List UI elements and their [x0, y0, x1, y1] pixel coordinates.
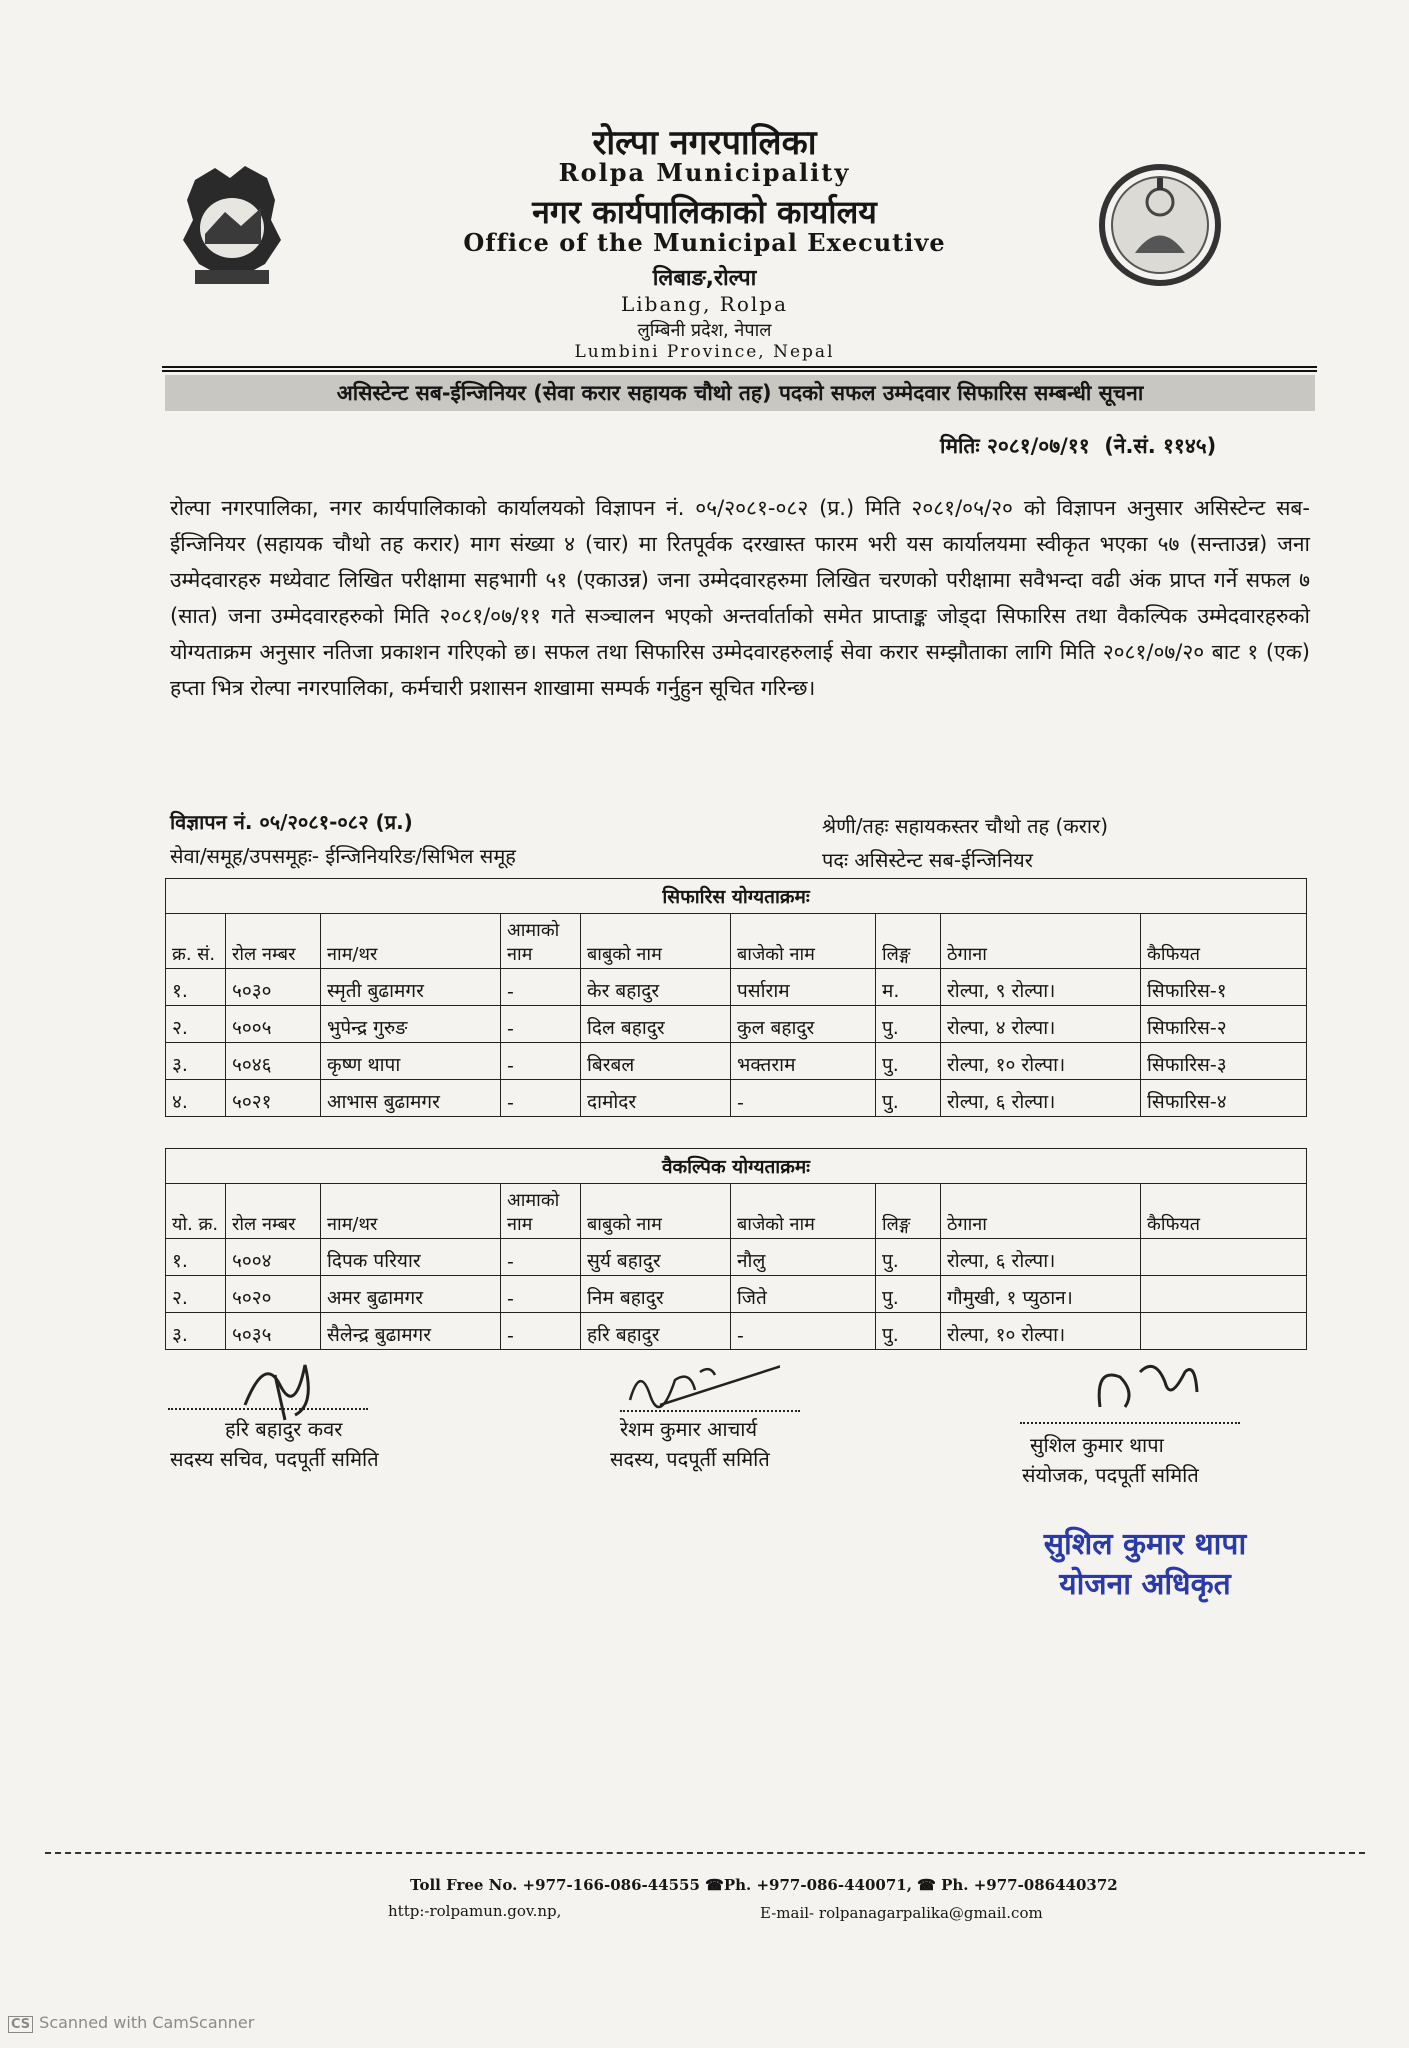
col-header-roll: रोल नम्बर [226, 1184, 321, 1239]
province-en: Lumbini Province, Nepal [574, 342, 835, 362]
col-header-name: नाम/थर [321, 1184, 501, 1239]
table-row [166, 1313, 1307, 1350]
cell-address: रोल्पा, ६ रोल्पा। [941, 1239, 1141, 1276]
signatory-role: संयोजक, पदपूर्ती समिति [1022, 1463, 1199, 1487]
table-row [166, 1239, 1307, 1276]
cell-grandfather: जिते [731, 1276, 876, 1313]
cell-address: रोल्पा, १० रोल्पा। [941, 1043, 1141, 1080]
alternate-table [165, 1148, 1307, 1350]
cell-roll: ५०२० [226, 1276, 321, 1313]
cell-remarks: सिफारिस-३ [1141, 1043, 1307, 1080]
col-header-father: बाबुको नाम [581, 1184, 731, 1239]
col-header-remarks: कैफियत [1141, 914, 1307, 969]
signature-line [620, 1410, 800, 1412]
cell-name: भुपेन्द्र गुरुङ [321, 1006, 501, 1043]
cell-serial: १. [166, 1239, 226, 1276]
table-header-row [166, 1184, 1307, 1239]
cell-serial: १. [166, 969, 226, 1006]
recommended-table [165, 878, 1307, 1117]
cell-address: रोल्पा, ९ रोल्पा। [941, 969, 1141, 1006]
cell-roll: ५००५ [226, 1006, 321, 1043]
cell-name: कृष्ण थापा [321, 1043, 501, 1080]
table-row [166, 1006, 1307, 1043]
col-header-remarks: कैफियत [1141, 1184, 1307, 1239]
cell-father: हरि बहादुर [581, 1313, 731, 1350]
cell-mother: - [501, 1006, 581, 1043]
signatory-name: रेशम कुमार आचार्य [620, 1417, 758, 1441]
office-name-np: नगर कार्यपालिकाको कार्यालय [532, 193, 877, 231]
cell-roll: ५०२१ [226, 1080, 321, 1117]
cell-serial: ३. [166, 1313, 226, 1350]
signatory-name: सुशिल कुमार थापा [1030, 1433, 1164, 1457]
col-header-mother: आमाको नाम [501, 914, 581, 969]
cell-grandfather: नौलु [731, 1239, 876, 1276]
recommended-table-title: सिफारिस योग्यताक्रमः [166, 879, 1307, 914]
cell-serial: २. [166, 1006, 226, 1043]
cell-remarks [1141, 1239, 1307, 1276]
signatory-2 [610, 1414, 770, 1474]
footer-phones: Toll Free No. +977-166-086-44555 ☎Ph. +977-086-440071, ☎ Ph. +977-086440372 [410, 1876, 1118, 1894]
cell-serial: ३. [166, 1043, 226, 1080]
table-row [166, 969, 1307, 1006]
official-stamp [1010, 1525, 1280, 1605]
notice-date: मितिः २०८१/०७/११ (ने.सं. ११४५) [940, 434, 1217, 458]
signature-line [168, 1408, 368, 1410]
cell-remarks [1141, 1276, 1307, 1313]
col-header-address: ठेगाना [941, 1184, 1141, 1239]
cell-gender: पु. [876, 1006, 941, 1043]
cell-roll: ५०४६ [226, 1043, 321, 1080]
col-header-grandfather: बाजेको नाम [731, 1184, 876, 1239]
cell-gender: पु. [876, 1276, 941, 1313]
cell-roll: ५००४ [226, 1239, 321, 1276]
col-header-roll: रोल नम्बर [226, 914, 321, 969]
camscanner-logo-icon: CS [8, 2016, 33, 2033]
office-name-en: Office of the Municipal Executive [463, 228, 946, 257]
col-header-name: नाम/थर [321, 914, 501, 969]
col-header-gender: लिङ्ग [876, 1184, 941, 1239]
cell-grandfather: कुल बहादुर [731, 1006, 876, 1043]
cell-roll: ५०३० [226, 969, 321, 1006]
cell-roll: ५०३५ [226, 1313, 321, 1350]
cell-mother: - [501, 1276, 581, 1313]
signatory-role: सदस्य, पदपूर्ती समिति [610, 1447, 770, 1471]
cell-gender: म. [876, 969, 941, 1006]
cell-grandfather: - [731, 1080, 876, 1117]
table-row [166, 1043, 1307, 1080]
cell-serial: २. [166, 1276, 226, 1313]
col-header-mother: आमाको नाम [501, 1184, 581, 1239]
cell-name: आभास बुढामगर [321, 1080, 501, 1117]
signatory-name: हरि बहादुर कवर [225, 1417, 343, 1441]
header-divider [162, 370, 1317, 372]
advert-number: विज्ञापन नं. ०५/२०८१-०८२ (प्र.) [170, 810, 413, 834]
alternate-table-title: वैकल्पिक योग्यताक्रमः [166, 1149, 1307, 1184]
signatory-role: सदस्य सचिव, पदपूर्ती समिति [170, 1447, 379, 1471]
cell-remarks [1141, 1313, 1307, 1350]
col-header-serial: क्र. सं. [166, 914, 226, 969]
cell-gender: पु. [876, 1239, 941, 1276]
notice-paragraph: रोल्पा नगरपालिका, नगर कार्यपालिकाको कार्यालयको विज्ञापन नं. ०५/२०८१-०८२ (प्र.) मिति २०८१/०५/२० को विज्ञापन अनुसार असिस्टेन्ट सब-ईन्जिनियर (सहायक चौथो तह करार) माग संख्या ४ (चार) मा रितपूर्वक दरखास्त फारम भरी यस कार्यालयमा स्वीकृत भएका ५७ (सन्ताउन्न) जना उम्मेदवारहरु मध्येवाट लिखित परीक्षामा सहभागी ५१ (एकाउन्न) जना उम्मेदवारहरुमा लिखित चरणको परीक्षामा सवैभन्दा वढी अंक प्राप्त गर्ने सफल ७ (सात) जना उम्मेदवारहरुको मिति २०८१/०७/११ गते सञ्चालन भएको अन्तर्वार्ताको समेत प्राप्ताङ्क जोड्दा सिफारिस तथा वैकल्पिक उम्मेदवारहरुको योग्यताक्रम अनुसार नतिजा प्रकाशन गरिएको छ। सफल तथा सिफारिस उम्मेदवारहरुलाई सेवा करार सम्झौताका लागि मिति २०८१/०७/२० बाट १ (एक) हप्ता भित्र रोल्पा नगरपालिका, कर्मचारी प्रशासन शाखामा सम्पर्क गर्नुहुन सूचित गरिन्छ। [170, 496, 1310, 700]
level-info: श्रेणी/तहः सहायकस्तर चौथो तह (करार) [822, 814, 1109, 838]
stamp-name: सुशिल कुमार थापा [1043, 1527, 1247, 1562]
cell-father: बिरबल [581, 1043, 731, 1080]
cell-name: दिपक परियार [321, 1239, 501, 1276]
signature-scribble-icon [620, 1360, 780, 1414]
col-header-grandfather: बाजेको नाम [731, 914, 876, 969]
cell-father: निम बहादुर [581, 1276, 731, 1313]
col-header-address: ठेगाना [941, 914, 1141, 969]
footer-email: E-mail- rolpanagarpalika@gmail.com [760, 1904, 1043, 1922]
cell-father: दिल बहादुर [581, 1006, 731, 1043]
cell-gender: पु. [876, 1043, 941, 1080]
signatory-3 [1022, 1430, 1199, 1490]
cell-mother: - [501, 1239, 581, 1276]
col-header-serial: यो. क्र. [166, 1184, 226, 1239]
place-en: Libang, Rolpa [620, 292, 789, 316]
cell-grandfather: - [731, 1313, 876, 1350]
cell-father: दामोदर [581, 1080, 731, 1117]
signature-scribble-icon [1085, 1352, 1205, 1426]
cell-address: रोल्पा, १० रोल्पा। [941, 1313, 1141, 1350]
signatory-1 [170, 1414, 379, 1474]
col-header-gender: लिङ्ग [876, 914, 941, 969]
cell-gender: पु. [876, 1080, 941, 1117]
cell-father: केर बहादुर [581, 969, 731, 1006]
footer-website: http:-rolpamun.gov.np, [388, 1902, 562, 1920]
stamp-title: योजना अधिकृत [1059, 1567, 1231, 1602]
cell-serial: ४. [166, 1080, 226, 1117]
cell-address: रोल्पा, ६ रोल्पा। [941, 1080, 1141, 1117]
table-header-row [166, 914, 1307, 969]
cell-mother: - [501, 1080, 581, 1117]
scanner-watermark-text: Scanned with CamScanner [39, 2013, 255, 2032]
service-group: सेवा/समूह/उपसमूहः- ईन्जिनियरिङ/सिभिल समूह [170, 844, 516, 868]
cell-mother: - [501, 1043, 581, 1080]
cell-gender: पु. [876, 1313, 941, 1350]
cell-grandfather: पर्साराम [731, 969, 876, 1006]
cell-address: गौमुखी, १ प्युठान। [941, 1276, 1141, 1313]
cell-father: सुर्य बहादुर [581, 1239, 731, 1276]
scanner-watermark [8, 2013, 254, 2033]
cell-grandfather: भक्तराम [731, 1043, 876, 1080]
header-divider [162, 366, 1317, 368]
notice-body [170, 490, 1310, 706]
col-header-father: बाबुको नाम [581, 914, 731, 969]
municipality-name-en: Rolpa Municipality [558, 158, 851, 187]
place-np: लिबाङ,रोल्पा [652, 266, 757, 291]
cell-name: स्मृती बुढामगर [321, 969, 501, 1006]
table-row [166, 1080, 1307, 1117]
cell-name: सैलेन्द्र बुढामगर [321, 1313, 501, 1350]
cell-address: रोल्पा, ४ रोल्पा। [941, 1006, 1141, 1043]
municipality-name-np: रोल्पा नगरपालिका [592, 123, 817, 163]
post-info: पदः असिस्टेन्ट सब-ईन्जिनियर [822, 848, 1033, 872]
cell-name: अमर बुढामगर [321, 1276, 501, 1313]
notice-title-banner: असिस्टेन्ट सब-ईन्जिनियर (सेवा करार सहायक चौथो तह) पदको सफल उम्मेदवार सिफारिस सम्बन्धी सूचना [165, 375, 1315, 411]
cell-remarks: सिफारिस-४ [1141, 1080, 1307, 1117]
cell-mother: - [501, 969, 581, 1006]
signature-line [1020, 1422, 1240, 1424]
table-row [166, 1276, 1307, 1313]
footer-divider [45, 1852, 1365, 1854]
cell-mother: - [501, 1313, 581, 1350]
cell-remarks: सिफारिस-२ [1141, 1006, 1307, 1043]
province-np: लुम्बिनी प्रदेश, नेपाल [637, 320, 772, 341]
cell-remarks: सिफारिस-१ [1141, 969, 1307, 1006]
